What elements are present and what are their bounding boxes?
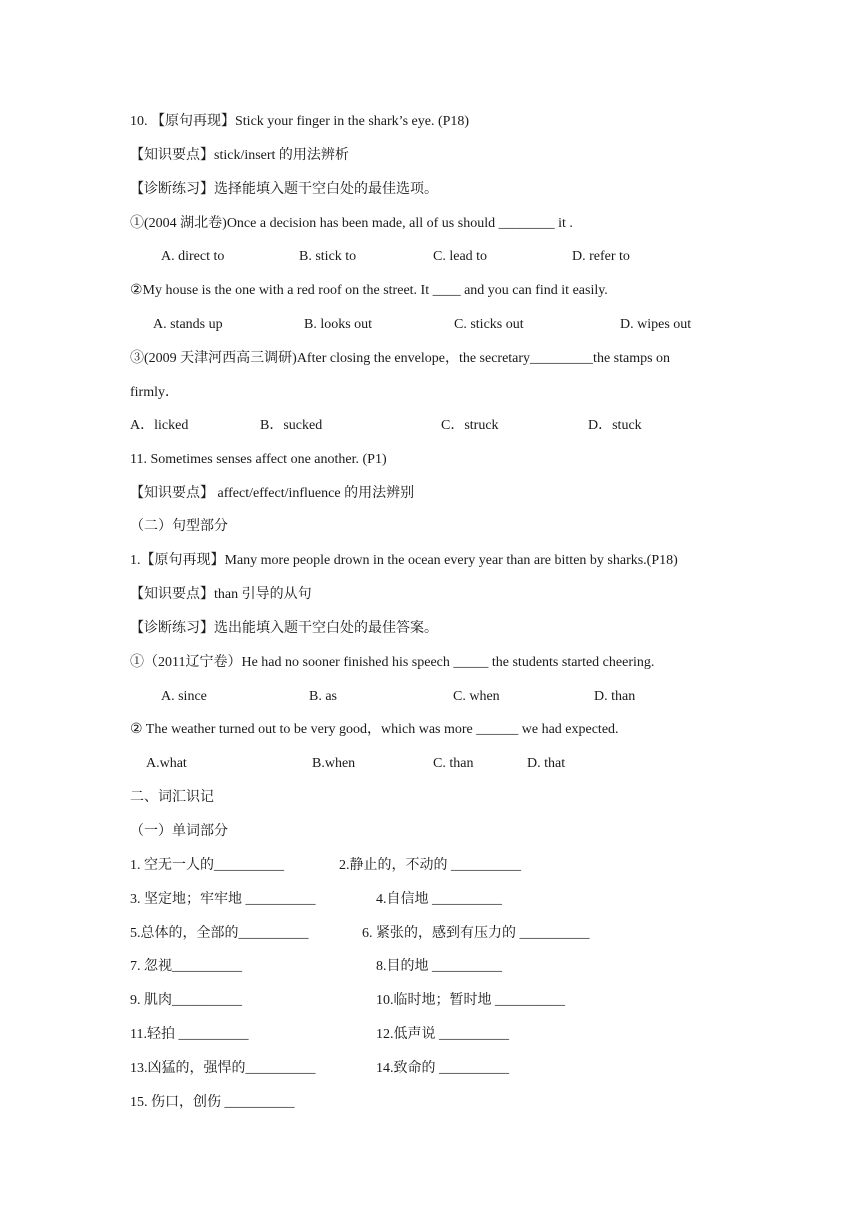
item-11-prompt: 11. Sometimes senses affect one another. (P1) <box>130 452 387 467</box>
vocab-heading: 二、词汇识记 <box>130 790 214 805</box>
vocab-item-15: 15. 伤口，创伤 __________ <box>130 1095 295 1110</box>
vocab-item-9: 9. 肌肉__________ <box>130 993 242 1008</box>
item-10-q3-option-d: D．stuck <box>588 418 642 433</box>
sentence-q1-option-b: B. as <box>309 689 337 704</box>
vocab-item-11: 11.轻拍 __________ <box>130 1027 249 1042</box>
vocab-item-4: 4.自信地 __________ <box>376 892 502 907</box>
vocab-item-2: 2.静止的，不动的 __________ <box>339 858 521 873</box>
item-10-q1-option-a: A. direct to <box>161 249 225 264</box>
item-10-q1-option-b: B. stick to <box>299 249 357 264</box>
item-10-q3-option-a: A．licked <box>130 418 189 433</box>
sentence-item-1-knowledge: 【知识要点】than 引导的从句 <box>130 587 312 602</box>
sentence-item-1-prompt: 1.【原句再现】Many more people drown in the ocean every year than are bitten by sharks.(P18) <box>130 553 678 568</box>
sentence-q2-option-a: A.what <box>146 756 187 771</box>
vocab-item-1: 1. 空无一人的__________ <box>130 858 284 873</box>
item-10-q2-option-a: A. stands up <box>153 317 223 332</box>
sentence-q2-option-b: B.when <box>312 756 356 771</box>
sentence-q1-option-d: D. than <box>594 689 636 704</box>
vocab-item-12: 12.低声说 __________ <box>376 1027 509 1042</box>
sentence-q1-text: ①（2011辽宁卷）He had no sooner finished his speech _____ the students started cheering. <box>130 655 655 670</box>
item-10-q3-option-c: C．struck <box>441 418 499 433</box>
item-10-q3-text-continued: firmly． <box>130 385 179 400</box>
item-10-q3-option-b: B．sucked <box>260 418 323 433</box>
vocab-item-13: 13.凶猛的，强悍的__________ <box>130 1061 316 1076</box>
vocab-item-5: 5.总体的，全部的__________ <box>130 926 309 941</box>
item-10-q2-text: ②My house is the one with a red roof on the street. It ____ and you can find it easily. <box>130 283 608 298</box>
item-10-q2-option-c: C. sticks out <box>454 317 524 332</box>
item-10-prompt: 10. 【原句再现】Stick your finger in the shark’s eye. (P18) <box>130 114 470 129</box>
vocab-item-3: 3. 坚定地；牢牢地 __________ <box>130 892 316 907</box>
item-10-q2-option-d: D. wipes out <box>620 317 692 332</box>
sentence-q2-option-d: D. that <box>527 756 566 771</box>
item-10-q1-text: ①(2004 湖北卷)Once a decision has been made, all of us should ________ it . <box>130 216 573 231</box>
vocab-item-10: 10.临时地；暂时地 __________ <box>376 993 565 1008</box>
item-10-instruction: 【诊断练习】选择能填入题干空白处的最佳选项。 <box>130 182 438 197</box>
item-10-q3-text: ③(2009 天津河西高三调研)After closing the envelope，the secretary_________the stamps on <box>130 351 671 366</box>
item-10-q2-option-b: B. looks out <box>304 317 373 332</box>
sentence-item-1-instruction: 【诊断练习】选出能填入题干空白处的最佳答案。 <box>130 621 438 636</box>
item-10-q1-option-c: C. lead to <box>433 249 488 264</box>
sentence-q1-option-c: C. when <box>453 689 500 704</box>
sentence-q2-text: ② The weather turned out to be very good，which was more ______ we had expected. <box>130 722 619 737</box>
vocab-item-14: 14.致命的 __________ <box>376 1061 509 1076</box>
item-10-q1-option-d: D. refer to <box>572 249 630 264</box>
sentence-q1-option-a: A. since <box>161 689 207 704</box>
item-11-knowledge: 【知识要点】 affect/effect/influence 的用法辨别 <box>130 486 415 501</box>
vocab-item-8: 8.目的地 __________ <box>376 959 502 974</box>
vocab-item-6: 6. 紧张的，感到有压力的 __________ <box>362 926 590 941</box>
sentence-q2-option-c: C. than <box>433 756 474 771</box>
sentence-part-heading: （二）句型部分 <box>130 519 228 534</box>
vocab-item-7: 7. 忽视__________ <box>130 959 242 974</box>
item-10-knowledge: 【知识要点】stick/insert 的用法辨析 <box>130 148 349 163</box>
vocab-sub-heading: （一）单词部分 <box>130 824 228 839</box>
